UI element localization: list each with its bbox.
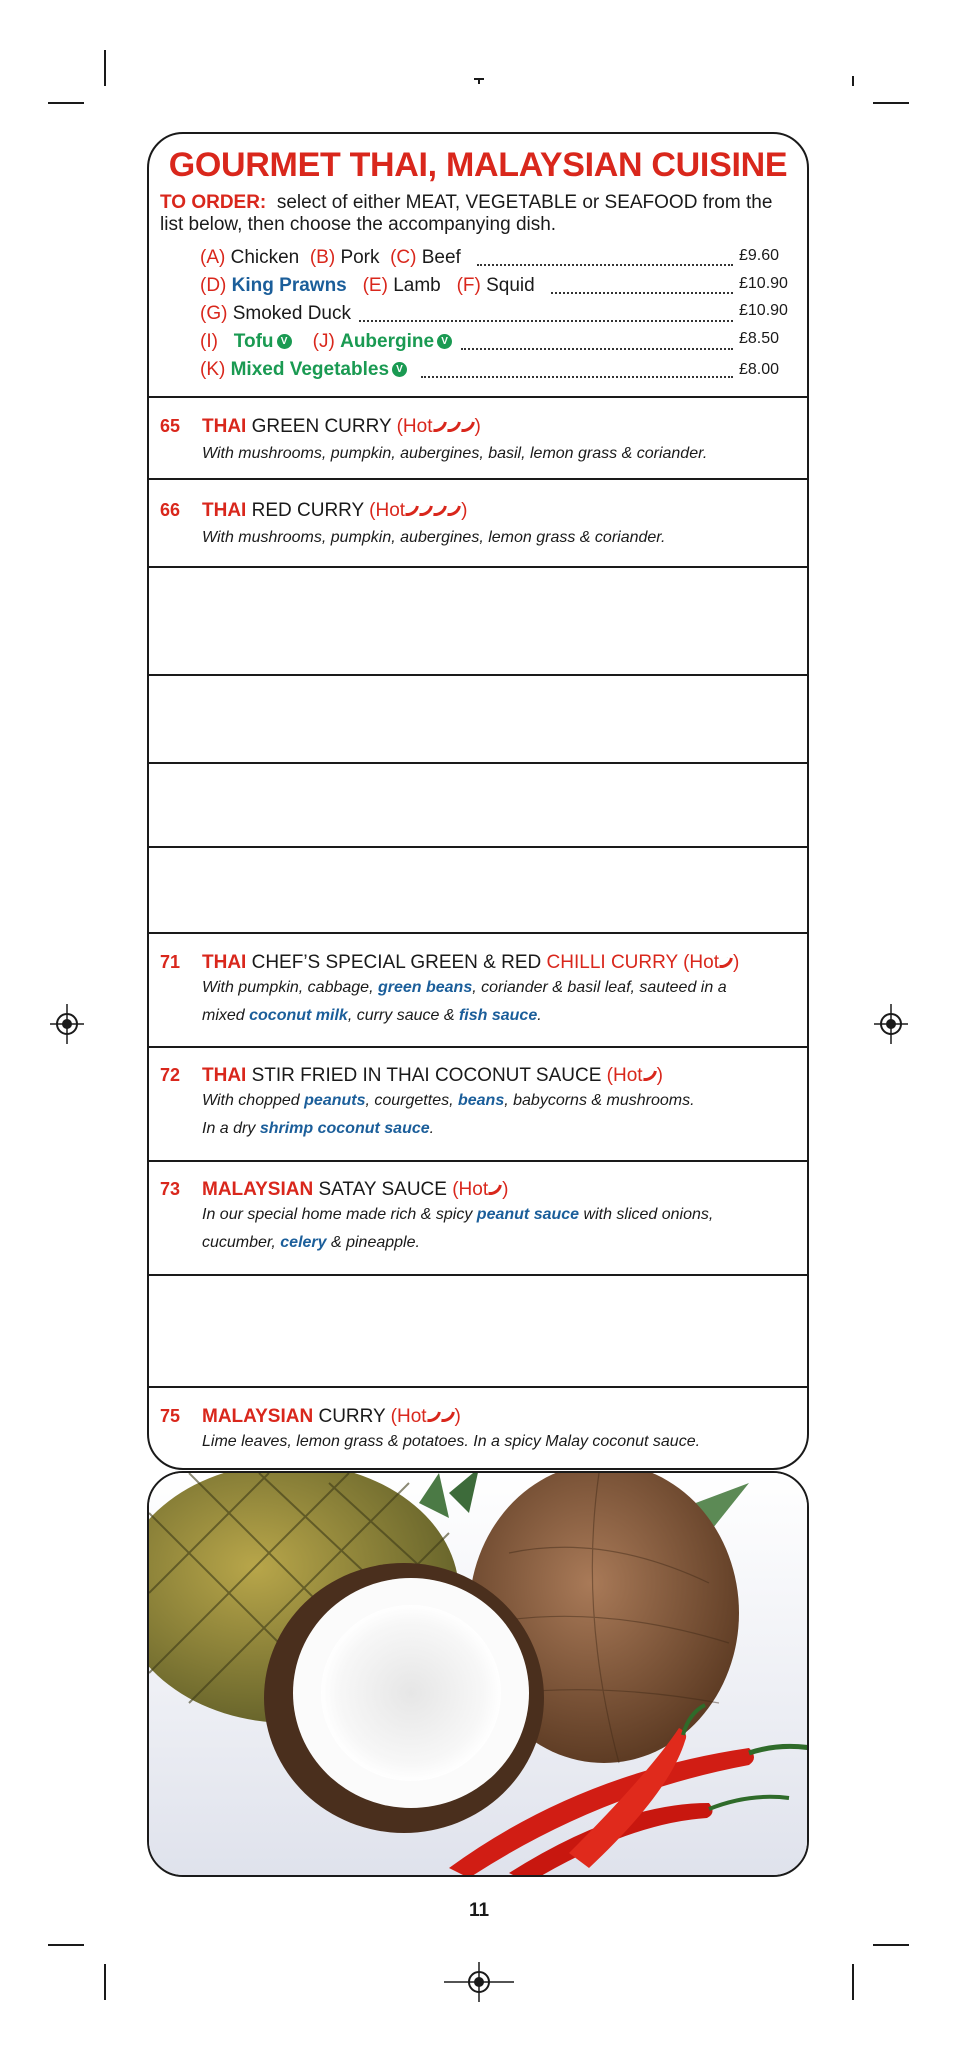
order-instructions [160,192,800,236]
option-row [200,302,351,326]
item-title [202,416,481,438]
page-number: 11 [468,1900,490,1921]
item-region: MALAYSIAN [202,1179,314,1200]
item-region: THAI [202,500,247,521]
price: £10.90 [739,275,788,292]
option-code: (E) [362,275,388,296]
divider [149,1046,807,1048]
item-description: Lime leaves, lemon grass & potatoes. In a spicy Malay coconut sauce. [202,1433,701,1450]
vegetarian-icon: V [277,334,292,349]
coconut-pineapple-chilli-illustration [149,1473,809,1877]
registration-mark-icon [874,1004,908,1044]
item-description: In our special home made rich & spicy peanut sauce with sliced onions, cucumber, celery & pineapple. [202,1206,714,1251]
item-number: 71 [160,952,181,972]
item-title [202,1406,461,1428]
option-code: (C) [390,247,417,268]
item-name: CURRY [318,1406,386,1427]
option-row [200,274,535,298]
hot-rating: (Hot ) [452,1179,509,1200]
hot-rating: (Hot ) [606,1065,663,1086]
chilli-icon [427,1410,441,1424]
menu-title: GOURMET THAI, MALAYSIAN CUISINE [168,146,788,184]
option-name: King Prawns [231,275,347,296]
chilli-icon [488,1183,502,1197]
item-description: With mushrooms, pumpkin, aubergines, lemon grass & coriander. [202,529,666,546]
item-number: 65 [160,416,181,436]
divider [149,1160,807,1162]
item-name: SATAY SAUCE [318,1179,447,1200]
item-name: GREEN CURRY [251,416,392,437]
chilli-icon [419,504,433,518]
option-name: Aubergine [340,331,435,352]
item-number: 72 [160,1065,181,1085]
leader-dots [359,320,733,322]
item-description: With pumpkin, cabbage, green beans, coriander & basil leaf, sauteed in a mixed coconut milk, curry sauce & fish sauce. [202,979,727,1024]
option-name: Pork [340,247,380,268]
crop-mark [104,1964,106,2000]
leader-dots [461,348,733,350]
order-label: TO ORDER: [160,192,267,213]
chilli-icon [447,420,461,434]
price: £9.60 [739,247,780,264]
price: £8.50 [739,330,780,347]
divider [149,932,807,934]
chilli-icon [719,956,733,970]
divider [149,478,807,480]
item-name-highlight: CHILLI CURRY [546,952,678,973]
option-name: Tofu [233,331,274,352]
crop-mark [48,102,84,104]
price: £8.00 [739,361,780,378]
divider [149,762,807,764]
item-number: 73 [160,1179,181,1199]
leader-dots [477,264,733,266]
chilli-icon [461,420,475,434]
item-region: MALAYSIAN [202,1406,314,1427]
chilli-icon [405,504,419,518]
hot-rating: (Hot ) [390,1406,461,1427]
item-description: With mushrooms, pumpkin, aubergines, basil, lemon grass & coriander. [202,445,708,462]
item-region: THAI [202,416,247,437]
hot-rating: (Hot ) [369,500,468,521]
chilli-icon [433,504,447,518]
item-name: CHEF’S SPECIAL GREEN & RED [251,952,542,973]
food-photo [147,1471,809,1877]
item-number: 75 [160,1406,181,1426]
option-name: Mixed Vegetables [230,359,390,380]
option-code: (G) [200,303,228,324]
divider [149,1274,807,1276]
crop-mark [873,1944,909,1946]
divider [149,566,807,568]
option-name: Smoked Duck [232,303,351,324]
option-code: (D) [200,275,227,296]
chilli-icon [643,1069,657,1083]
crop-mark [852,76,854,86]
option-code: (J) [312,331,335,352]
divider [149,674,807,676]
hot-rating: (Hot ) [683,952,740,973]
item-title [202,1065,663,1087]
hot-rating: (Hot ) [396,416,481,437]
option-code: (K) [200,359,226,380]
chilli-icon [433,420,447,434]
crop-mark [478,78,480,84]
order-text: select of either MEAT, VEGETABLE or SEAFOOD from the list below, then choose the accompanying dish. [160,192,773,235]
item-title [202,500,467,522]
vegetarian-icon: V [392,362,407,377]
crop-mark [104,50,106,86]
menu-panel [147,132,809,1470]
option-row [200,246,461,270]
option-code: (A) [200,247,226,268]
item-title [202,1179,508,1201]
option-name: Beef [421,247,461,268]
chilli-icon [447,504,461,518]
crop-mark [852,1964,854,2000]
leader-dots [551,292,733,294]
option-code: (F) [456,275,481,296]
item-name: STIR FRIED IN THAI COCONUT SAUCE [251,1065,602,1086]
option-code: (I) [200,331,218,352]
item-region: THAI [202,1065,247,1086]
option-code: (B) [309,247,336,268]
registration-mark-icon [444,1962,514,2002]
leader-dots [421,376,733,378]
crop-mark [48,1944,84,1946]
divider [149,846,807,848]
crop-mark [873,102,909,104]
item-title [202,952,739,974]
option-row [200,330,452,354]
divider [149,1386,807,1388]
registration-mark-icon [50,1004,84,1044]
option-name: Lamb [393,275,441,296]
option-name: Squid [486,275,535,296]
chilli-icon [441,1410,455,1424]
vegetarian-icon: V [437,334,452,349]
item-name: RED CURRY [251,500,364,521]
item-description: With chopped peanuts, courgettes, beans, babycorns & mushrooms. In a dry shrimp coconut sauce. [202,1092,695,1137]
option-row [200,358,407,382]
price: £10.90 [739,302,788,319]
option-name: Chicken [230,247,300,268]
divider [149,396,807,398]
item-number: 66 [160,500,181,520]
item-region: THAI [202,952,247,973]
